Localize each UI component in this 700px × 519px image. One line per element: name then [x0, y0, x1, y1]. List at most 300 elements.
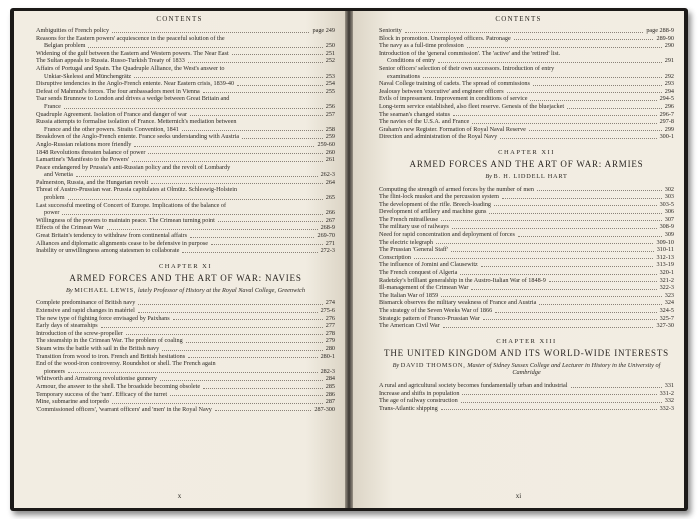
- dot-leader: [453, 115, 657, 116]
- entry-text: The military use of railways: [379, 223, 449, 231]
- toc-entry: [379, 390, 674, 398]
- entry-page: 309: [664, 231, 674, 239]
- page-number: x: [177, 492, 182, 500]
- chapter-title: ARMED FORCES AND THE ART OF WAR: ARMIES: [409, 158, 644, 169]
- toc-entry: [379, 133, 674, 141]
- toc-entry: [36, 398, 335, 406]
- entry-text: Threat of Austro-Prussian war. Prussia capitulates at Olmütz. Schleswig-Holstein: [36, 186, 238, 194]
- toc-entry: [379, 405, 674, 413]
- dot-leader: [68, 199, 323, 200]
- entry-page: 271: [325, 239, 335, 247]
- entry-text: Block in promotion. Unemployed officers. Patronage: [379, 34, 511, 42]
- dot-leader: [218, 221, 323, 222]
- toc-entry: [36, 375, 335, 383]
- dot-leader: [190, 237, 314, 238]
- dot-leader: [549, 281, 657, 282]
- toc-entry: [36, 240, 335, 248]
- dot-leader: [483, 319, 657, 320]
- toc-entry: [379, 269, 674, 277]
- entry-text: Computing the strength of armed forces by the number of men: [379, 185, 534, 193]
- toc-entry: [379, 111, 674, 119]
- toc-entry: [379, 261, 674, 269]
- entry-page: 324-5: [659, 307, 674, 314]
- toc-entry: [36, 133, 335, 141]
- entry-page: 323: [664, 291, 674, 299]
- toc-entry: [379, 223, 674, 231]
- toc-entry: [379, 322, 674, 330]
- toc-entry: [379, 35, 674, 43]
- entry-page: 303: [664, 193, 674, 201]
- by-prefix: By: [392, 361, 400, 369]
- entry-page: 287: [325, 398, 335, 406]
- entry-text: Early days of steamships: [36, 322, 98, 330]
- toc-entry: [379, 103, 674, 111]
- entry-page: 291: [664, 57, 674, 65]
- entry-page: 280: [325, 344, 335, 352]
- entry-text: Ill-management of the Crimean War: [379, 284, 469, 292]
- entry-text: Russia attempts to formalise isolation of France. Metternich's mediation between: [36, 118, 237, 126]
- entry-page: 267: [325, 216, 335, 224]
- dot-leader: [107, 229, 318, 230]
- entry-page: 276: [325, 314, 335, 322]
- toc-entry: [379, 27, 674, 35]
- dot-leader: [170, 395, 323, 396]
- entry-text: Whitworth and Armstrong revolutionise gunnery: [36, 375, 157, 383]
- entry-text: Affairs of Portugal and Spain. The Quadruple Alliance, the West's answer to: [36, 64, 225, 72]
- entry-page: 262-3: [320, 171, 335, 179]
- dot-leader: [537, 190, 662, 191]
- dot-leader: [173, 319, 323, 320]
- entry-text: The strategy of the Seven Weeks War of 1866: [379, 307, 493, 314]
- chapter-number: CHAPTER XIII: [496, 337, 557, 345]
- toc-entry: [36, 194, 335, 202]
- entry-page: 261: [325, 156, 335, 164]
- toc-entry: [379, 42, 674, 50]
- toc-entry: [379, 246, 674, 254]
- dot-leader: [138, 304, 322, 305]
- entry-text: Direction and administration of the Royal Navy: [379, 133, 498, 141]
- entry-text: Long-term service established, also fleet reserve. Genesis of the bluejacket: [379, 102, 565, 110]
- author-name: DAVID THOMSON,: [400, 361, 466, 369]
- toc-entry: [379, 254, 674, 262]
- toc-entry: [379, 57, 674, 65]
- dot-leader: [438, 62, 662, 63]
- chapter-heading: [379, 149, 674, 181]
- entry-text: The French mitrailleuse: [379, 215, 439, 223]
- entry-page: 332: [664, 397, 674, 405]
- entry-page: 256: [325, 102, 335, 110]
- entry-page: 251: [325, 49, 335, 57]
- dot-leader: [462, 394, 656, 395]
- entry-text: Development of artillery and machine guns: [379, 208, 487, 216]
- entry-text: Peace endangered by Prussia's anti-Russian policy and the revolt of Lombardy: [36, 163, 231, 171]
- entry-text: The flint-lock musket and the percussion system: [379, 193, 499, 201]
- entry-page: 299: [664, 125, 674, 133]
- entry-text: Anglo-Russian relations more friendly: [36, 140, 132, 148]
- entry-page: 294: [664, 87, 674, 95]
- entry-page: 278: [325, 329, 335, 337]
- entry-text: Effects of the Crimean War: [36, 224, 104, 232]
- entry-text: Ambiguities of French policy: [36, 27, 110, 34]
- entry-text: Palmerston, Russia, and the Hungarian revolt: [36, 178, 149, 186]
- toc-entry: [379, 208, 674, 216]
- entry-text: Last successful meeting of Concert of Europe. Implications of the balance of: [36, 201, 227, 209]
- dot-leader: [495, 312, 656, 313]
- toc-entry: [36, 156, 335, 164]
- entry-text: Jealousy between 'executive' and engineer officers: [379, 87, 504, 95]
- chapter-number: CHAPTER XI: [158, 262, 213, 270]
- dot-leader: [215, 410, 311, 411]
- entry-page: 257: [325, 110, 335, 118]
- toc-entry: [379, 292, 674, 300]
- toc-entry: [379, 73, 674, 81]
- toc-entry: [379, 80, 674, 88]
- entry-text: The new type of fighting force envisaged by Paixhans: [36, 314, 170, 322]
- entry-text: Bismarck observes the military weakness of France and Austria: [379, 299, 537, 307]
- toc-entry: [36, 126, 335, 134]
- toc-entry: [379, 307, 674, 315]
- toc-entry: [379, 88, 674, 96]
- entry-page: 331: [664, 381, 674, 389]
- dot-leader: [182, 130, 323, 131]
- dot-leader: [112, 403, 323, 404]
- entry-text: Belgian problem: [44, 42, 86, 50]
- entry-text: France and the other powers. Straits Convention, 1841: [44, 125, 179, 133]
- entry-text: The seaman's changed status: [379, 110, 451, 118]
- dot-leader: [451, 251, 654, 252]
- entry-text: Radetzky's brilliant generalship in the Austro-Italian War of 1848-9: [379, 276, 546, 284]
- entry-text: Inability or unwillingness among statesmen to collaborate: [36, 247, 180, 255]
- dot-leader: [452, 228, 657, 229]
- entry-text: Seniority: [379, 27, 402, 34]
- book-spread: [10, 8, 688, 511]
- entry-text: The Sultan appeals to Russia. Russo-Turkish Treaty of 1833: [36, 57, 185, 65]
- entry-text: Armour, the answer to the shell. The broadside becoming obsolete: [36, 382, 201, 390]
- chapter-title: THE UNITED KINGDOM AND ITS WORLD-WIDE INTERESTS: [384, 347, 669, 358]
- toc-entry: [36, 232, 335, 240]
- entry-page: 275-6: [320, 307, 335, 314]
- entry-page: 250: [325, 42, 335, 50]
- dot-leader: [182, 252, 317, 253]
- toc-entry: [36, 391, 335, 399]
- entry-page: 308-9: [659, 223, 674, 231]
- dot-leader: [489, 213, 661, 214]
- dot-leader: [423, 77, 662, 78]
- toc-entry: [36, 299, 335, 307]
- entry-page: 265: [325, 194, 335, 202]
- dot-leader: [518, 236, 662, 237]
- dot-leader: [68, 372, 318, 373]
- toc-entry: [36, 118, 335, 126]
- toc-entry: [379, 118, 674, 126]
- entry-page: 289-90: [656, 34, 674, 42]
- toc-entry: [379, 95, 674, 103]
- dot-leader: [414, 258, 654, 259]
- toc-list: [36, 27, 335, 413]
- toc-entry: [379, 65, 674, 73]
- entry-text: Unkiar-Skelessi and Münchengrätz: [44, 72, 132, 80]
- entry-page: 279: [325, 337, 335, 345]
- dot-leader: [481, 266, 654, 267]
- toc-entry: [36, 141, 335, 149]
- toc-entry: [36, 307, 335, 315]
- toc-entry: [379, 239, 674, 247]
- entry-page: 322-3: [659, 284, 674, 292]
- entry-text: Transition from wood to iron. French and British hesitations: [36, 352, 186, 360]
- entry-page: 309-10: [656, 238, 674, 246]
- author-affiliation: lately Professor of History at the Royal Naval College, Greenwich: [137, 286, 305, 294]
- entry-page: 286: [325, 390, 335, 398]
- dot-leader: [494, 205, 657, 206]
- entry-text: Mine, submarine and torpedo: [36, 398, 109, 406]
- toc-entry: [36, 88, 335, 96]
- entry-text: and Venetia: [44, 171, 73, 179]
- entry-text: The age of railway construction: [379, 397, 458, 405]
- dot-leader: [211, 244, 323, 245]
- book-gutter: [345, 11, 353, 508]
- entry-page: page 249: [312, 27, 335, 34]
- entry-page: 312-13: [656, 253, 674, 261]
- entry-page: 259-60: [317, 140, 335, 148]
- toc-entry: [36, 164, 335, 172]
- chapter-number: CHAPTER XII: [498, 148, 555, 156]
- entry-page: 331-2: [659, 389, 674, 397]
- entry-page: 300-1: [659, 133, 674, 141]
- entry-page: 306: [664, 208, 674, 216]
- dot-leader: [232, 54, 323, 55]
- entry-page: 282-3: [320, 367, 335, 375]
- entry-page: 272-3: [320, 247, 335, 255]
- dot-leader: [101, 327, 323, 328]
- entry-text: Evils of impressment. Improvement in conditions of service: [379, 95, 528, 103]
- toc-entry: [36, 80, 335, 88]
- entry-text: Temporary success of the 'ram'. Efficacy of the turret: [36, 390, 168, 398]
- entry-text: The Prussian 'General Staff': [379, 246, 448, 254]
- toc-entry: [36, 202, 335, 210]
- entry-text: End of the wood-iron controversy. Roundshot or shell. The French again: [36, 360, 216, 368]
- entry-text: The influence of Jomini and Clausewitz: [379, 261, 478, 269]
- author-name: MICHAEL LEWIS,: [74, 286, 137, 294]
- dot-leader: [242, 138, 323, 139]
- entry-page: 290: [664, 42, 674, 50]
- entry-text: power: [44, 209, 60, 217]
- entry-page: 332-3: [659, 404, 674, 412]
- entry-text: Alliances and diplomatic alignments cease to be defensive in purpose: [36, 239, 208, 247]
- entry-page: 264: [325, 178, 335, 186]
- entry-text: Tsar sends Brunnow to London and drives a wedge between Great Britain and: [36, 95, 230, 103]
- dot-leader: [162, 350, 323, 351]
- entry-text: The steamship in the Crimean War. The problem of coaling: [36, 337, 183, 345]
- entry-text: Graham's new Register. Formation of Royal Naval Reserve: [379, 125, 526, 133]
- entry-page: 293: [664, 80, 674, 88]
- entry-page: 297-8: [659, 118, 674, 126]
- toc-entry: [379, 126, 674, 134]
- toc-entry: [379, 186, 674, 194]
- entry-page: 259: [325, 133, 335, 141]
- entry-text: Conscription: [379, 253, 411, 261]
- toc-entry: [379, 397, 674, 405]
- dot-leader: [405, 32, 644, 33]
- toc-entry: [36, 35, 335, 43]
- toc-entry: [36, 57, 335, 65]
- by-prefix: By: [66, 286, 73, 294]
- toc-entry: [36, 171, 335, 179]
- entry-page: 325-7: [659, 314, 674, 322]
- toc-entry: [379, 277, 674, 285]
- toc-entry: [36, 247, 335, 255]
- chapter-author: [36, 287, 335, 295]
- dot-leader: [502, 198, 662, 199]
- entry-page: 266: [325, 209, 335, 217]
- entry-page: 284: [325, 375, 335, 383]
- toc-entry: [36, 224, 335, 232]
- toc-entry: [36, 111, 335, 119]
- entry-page: 287-300: [314, 405, 335, 413]
- entry-page: 258: [325, 125, 335, 133]
- entry-page: 269-70: [317, 232, 335, 240]
- entry-text: Quadruple Agreement. Isolation of France and danger of war: [36, 110, 188, 118]
- running-head: CONTENTS: [156, 15, 203, 23]
- toc-entry: [36, 103, 335, 111]
- entry-text: Increase and shifts in population: [379, 389, 460, 397]
- toc-entry: [36, 360, 335, 368]
- entry-page: 307: [664, 215, 674, 223]
- entry-text: Reasons for the Eastern powers' acquiescence in the peaceful solution of the: [36, 34, 225, 42]
- entry-page: 268-9: [320, 224, 335, 232]
- entry-text: Introduction of the screw-propeller: [36, 329, 123, 337]
- dot-leader: [132, 161, 323, 162]
- entry-page: 292: [664, 72, 674, 80]
- toc-entry: [36, 27, 335, 35]
- toc-entry: [36, 209, 335, 217]
- dot-leader: [529, 130, 662, 131]
- dot-leader: [471, 289, 656, 290]
- dot-leader: [567, 108, 662, 109]
- entry-text: Breakdown of the Anglo-French entente. France seeks understanding with Austria: [36, 133, 240, 141]
- toc-entry: [36, 330, 335, 338]
- dot-leader: [467, 47, 662, 48]
- chapter-title: ARMED FORCES AND THE ART OF WAR: NAVIES: [69, 272, 302, 283]
- toc-entry: [36, 42, 335, 50]
- entry-text: The American Civil War: [379, 322, 440, 330]
- toc-entry: [36, 345, 335, 353]
- dot-leader: [441, 220, 662, 221]
- toc-entry: [36, 95, 335, 103]
- left-page: [14, 11, 345, 508]
- entry-text: Introduction of the 'general commission'. The 'active' and the 'retired' list.: [379, 49, 561, 57]
- dot-leader: [190, 115, 323, 116]
- entry-page: 285: [325, 382, 335, 390]
- dot-leader: [64, 108, 323, 109]
- page-number: xi: [515, 492, 522, 500]
- toc-entry: [379, 193, 674, 201]
- entry-page: 320-1: [659, 269, 674, 277]
- entry-text: Willingness of the powers to maintain peace. The Crimean turning point: [36, 216, 215, 224]
- toc-entry: [36, 65, 335, 73]
- entry-text: Lamartine's 'Manifesto to the Powers': [36, 156, 130, 164]
- dot-leader: [160, 380, 323, 381]
- entry-page: 253: [325, 72, 335, 80]
- dot-leader: [188, 62, 323, 63]
- entry-page: 302: [664, 185, 674, 193]
- chapter-heading: [36, 263, 335, 295]
- entry-text: Trans-Atlantic shipping: [379, 404, 438, 412]
- running-head: CONTENTS: [495, 15, 542, 23]
- toc-entry: [36, 73, 335, 81]
- dot-leader: [134, 77, 323, 78]
- dot-leader: [571, 387, 662, 388]
- by-prefix: By: [485, 172, 492, 180]
- dot-leader: [460, 274, 656, 275]
- dot-leader: [533, 85, 662, 86]
- entry-text: problem: [44, 194, 65, 202]
- dot-leader: [441, 296, 662, 297]
- entry-text: The development of the rifle. Breech-loading: [379, 200, 492, 208]
- author-affiliation: Master of Sidney Sussex College and Lecturer in History in the University of Cambridge: [467, 361, 661, 377]
- entry-text: The electric telegraph: [379, 238, 433, 246]
- entry-text: Naval College training of cadets. The spread of commissions: [379, 80, 530, 88]
- entry-text: Strategic pattern of Franco-Prussian War: [379, 314, 480, 322]
- dot-leader: [203, 388, 323, 389]
- dot-leader: [237, 85, 323, 86]
- toc-entry: [36, 50, 335, 58]
- dot-leader: [472, 123, 656, 124]
- entry-text: The navy as a full-time profession: [379, 42, 464, 50]
- dot-leader: [112, 32, 309, 33]
- toc-entry: [379, 382, 674, 390]
- toc-entry: [379, 50, 674, 58]
- entry-page: 280-1: [320, 352, 335, 360]
- toc-entry: [36, 406, 335, 414]
- dot-leader: [88, 47, 322, 48]
- entry-page: 274: [325, 299, 335, 307]
- dot-leader: [539, 304, 661, 305]
- dot-leader: [443, 327, 654, 328]
- toc-list: [379, 27, 674, 412]
- dot-leader: [138, 312, 318, 313]
- dot-leader: [62, 214, 322, 215]
- dot-leader: [188, 357, 317, 358]
- entry-text: 1848 Revolutions threaten balance of power: [36, 148, 146, 156]
- entry-text: pioneers: [44, 367, 65, 375]
- toc-entry: [379, 284, 674, 292]
- entry-page: page 288-9: [646, 27, 674, 34]
- entry-text: The navies of the U.S.A. and France: [379, 118, 470, 126]
- entry-page: 260: [325, 148, 335, 156]
- entry-text: 'Commissioned officers', 'warrant officers' and 'men' in the Royal Navy: [36, 405, 212, 413]
- toc-entry: [36, 149, 335, 157]
- toc-entry: [379, 216, 674, 224]
- entry-text: A rural and agricultural society becomes fundamentally urban and industrial: [379, 381, 568, 389]
- entry-text: Conditions of entry: [387, 57, 436, 65]
- entry-text: Great Britain's tendency to withdraw from continental affairs: [36, 232, 187, 240]
- dot-leader: [530, 100, 656, 101]
- toc-entry: [379, 201, 674, 209]
- toc-entry: [36, 186, 335, 194]
- dot-leader: [203, 92, 323, 93]
- entry-page: 313-19: [656, 261, 674, 269]
- entry-page: 296-7: [659, 110, 674, 118]
- entry-text: Complete predominance of British navy: [36, 299, 136, 307]
- entry-text: Disruptive tendencies in the Anglo-French entente. Near Eastern crisis, 1839-40: [36, 80, 235, 88]
- toc-entry: [36, 383, 335, 391]
- dot-leader: [436, 243, 654, 244]
- entry-text: Widening of the gulf between the Eastern and Western powers. The Near East: [36, 49, 229, 57]
- toc-entry: [36, 353, 335, 361]
- entry-page: 294-5: [659, 95, 674, 103]
- toc-entry: [379, 299, 674, 307]
- toc-entry: [36, 322, 335, 330]
